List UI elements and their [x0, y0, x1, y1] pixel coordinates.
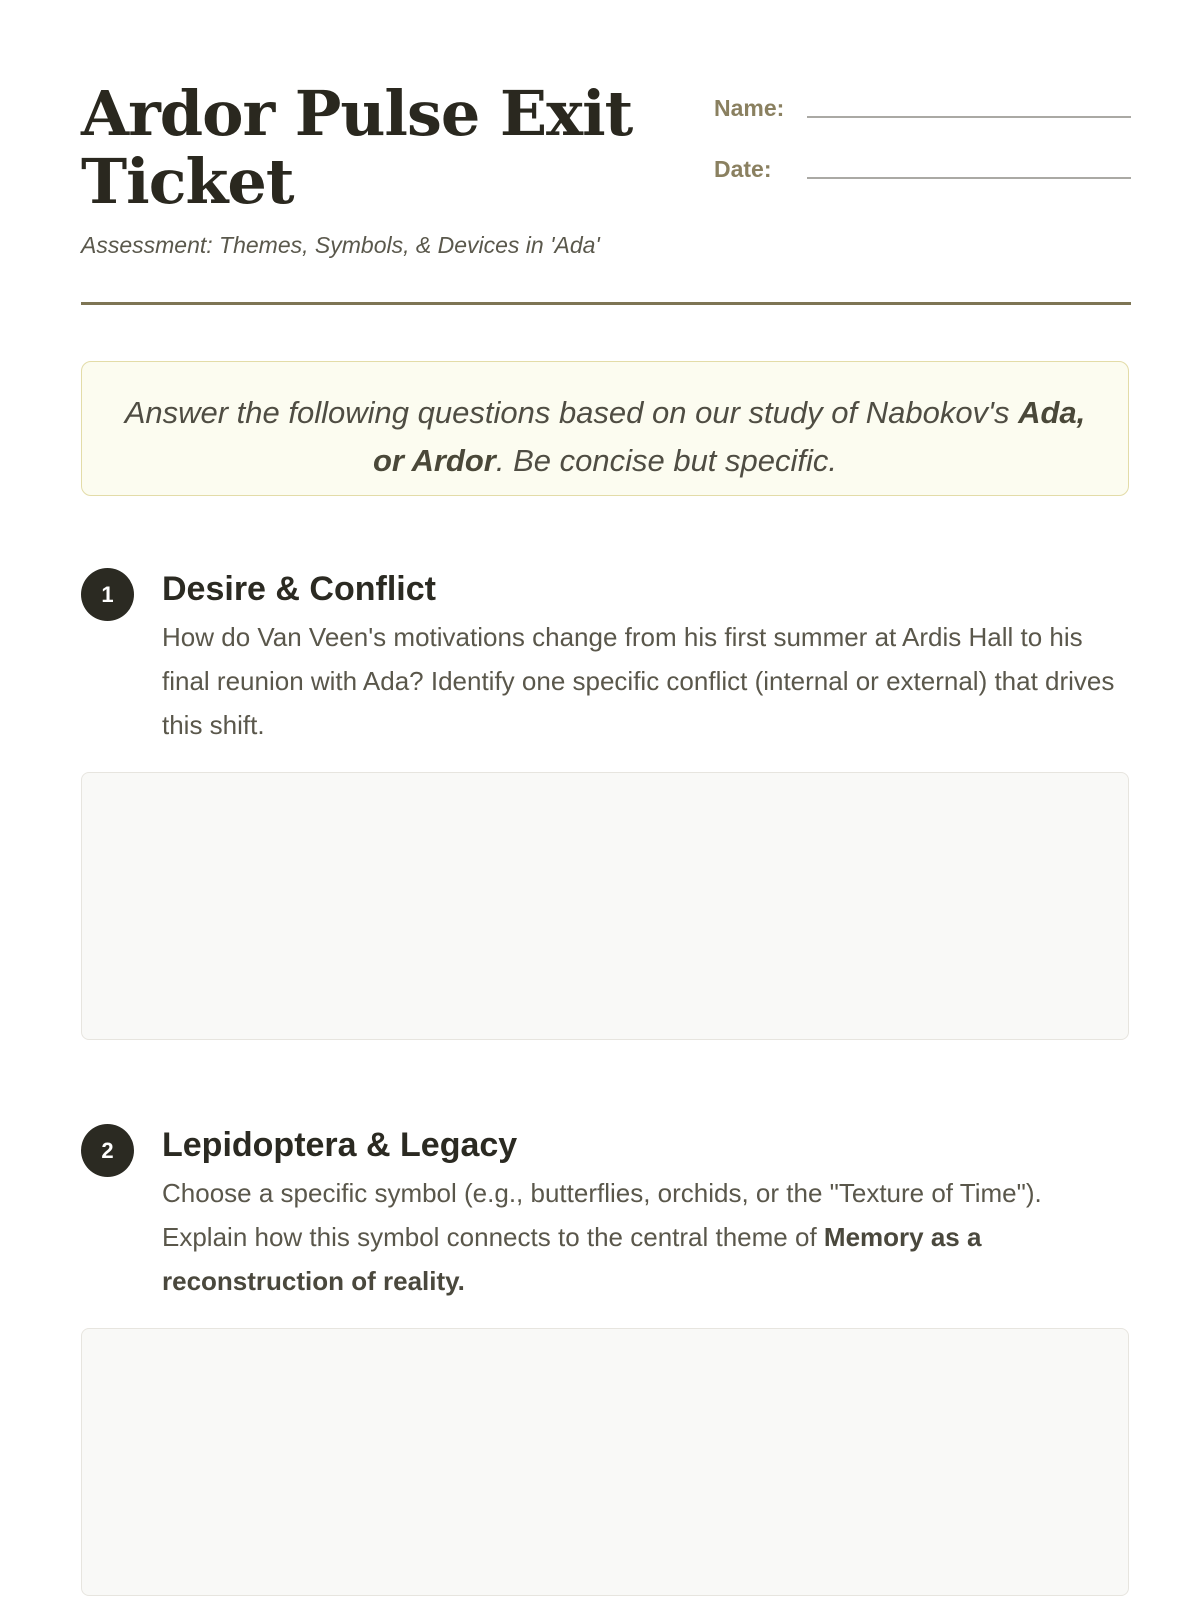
question-prompt: [162, 1171, 1122, 1303]
header-divider: [81, 302, 1131, 305]
worksheet-header: [81, 0, 1131, 306]
question-prompt: How do Van Veen's motivations change from his first summer at Ardis Hall to his final reunion with Ada? Identify one specific conflict (internal or external) that drives this shift.: [162, 622, 1115, 740]
student-info-fields: [714, 86, 1131, 208]
instructions-book-title: Ada, or Ardor: [372, 395, 1086, 478]
question-prompt-text: Choose a specific symbol (e.g., butterflies, orchids, or the "Texture of Time"). Explain how this symbol connects to the central theme of: [162, 1178, 1042, 1252]
question-title: Lepidoptera & Legacy: [162, 1126, 518, 1164]
date-field-row: [714, 147, 1131, 183]
name-field[interactable]: [807, 94, 1131, 118]
instructions-box: [81, 361, 1129, 496]
question-number-badge: 2: [81, 1124, 134, 1177]
date-field-label: Date:: [714, 156, 772, 182]
instructions-text-after: . Be concise but specific.: [495, 443, 838, 478]
answer-box[interactable]: [81, 772, 1129, 1040]
name-field-row: [714, 86, 1131, 122]
page-subtitle: Assessment: Themes, Symbols, & Devices in 'Ada': [81, 232, 600, 258]
question-prompt-emphasis: Memory as a reconstruction of reality.: [162, 1222, 982, 1296]
name-field-label: Name:: [714, 95, 785, 121]
page-title: Ardor Pulse Exit Ticket: [81, 77, 633, 218]
question-title: Desire & Conflict: [162, 570, 436, 608]
date-field[interactable]: [807, 155, 1131, 179]
question-number-badge: 1: [81, 568, 134, 621]
instructions-text-before: Answer the following questions based on our study of Nabokov's: [124, 395, 1019, 430]
answer-box[interactable]: [81, 1328, 1129, 1596]
worksheet-page: [81, 0, 1131, 1296]
